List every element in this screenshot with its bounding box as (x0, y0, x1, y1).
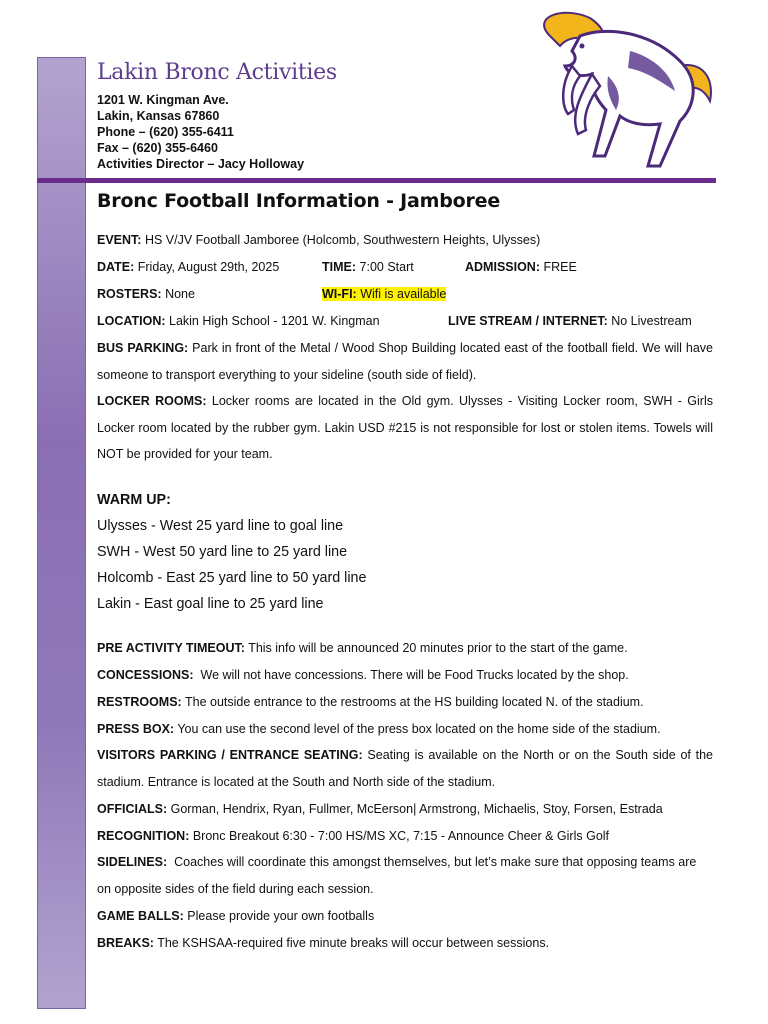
event-line (97, 233, 540, 247)
admission-line (465, 260, 577, 274)
address-block (97, 92, 304, 172)
locker-rooms-value: Locker rooms are located in the Old gym. Ulysses - Visiting Locker room, SWH - Girls Locker room located by the rubber gym. Lakin USD #215 is not responsible for lost or stolen items. Towels will NOT be provided for your team. (97, 394, 713, 462)
pre-activity-label: PRE ACTIVITY TIMEOUT: (97, 641, 245, 655)
restrooms-value: The outside entrance to the restrooms at the HS building located N. of the stadium. (184, 695, 644, 709)
warm-up-item: Ulysses - West 25 yard line to goal line (97, 518, 344, 534)
officials-line (97, 802, 663, 816)
time-label: TIME: (322, 260, 357, 274)
game-balls-label: GAME BALLS: (97, 909, 184, 923)
breaks-label: BREAKS: (97, 936, 154, 950)
wifi-highlight (322, 287, 446, 301)
activities-director: Activities Director – Jacy Holloway (97, 157, 305, 171)
game-balls-line (97, 909, 374, 923)
breaks-value: The KSHSAA-required five minute breaks will occur between sessions. (157, 936, 550, 950)
date-label: DATE: (97, 260, 135, 274)
decorative-sidebar (37, 57, 86, 1009)
recognition-line (97, 829, 609, 843)
pre-activity-value: This info will be announced 20 minutes prior to the start of the game. (248, 641, 628, 655)
date-line (97, 260, 279, 274)
press-box-value: You can use the second level of the press box located on the home side of the stadium. (177, 722, 661, 736)
bus-parking-paragraph (97, 335, 713, 388)
livestream-line (448, 314, 692, 328)
event-value: HS V/JV Football Jamboree (Holcomb, Southwestern Heights, Ulysses) (144, 233, 541, 247)
warm-up-item: Holcomb - East 25 yard line to 50 yard line (97, 570, 367, 586)
wifi-label: WI-FI: (322, 287, 357, 301)
organization-name: Lakin Bronc Activities (97, 60, 337, 85)
fax-number: Fax – (620) 355-6460 (97, 141, 218, 155)
visitors-parking-paragraph (97, 742, 713, 795)
wifi-line (322, 287, 446, 301)
pre-activity-line (97, 641, 628, 655)
rosters-line (97, 287, 195, 301)
phone-number: Phone – (620) 355-6411 (97, 125, 234, 139)
locker-rooms-label: LOCKER ROOMS: (97, 394, 207, 408)
restrooms-line (97, 695, 644, 709)
address-street: 1201 W. Kingman Ave. (97, 93, 229, 107)
concessions-label: CONCESSIONS: (97, 668, 194, 682)
locker-rooms-paragraph (97, 388, 713, 468)
livestream-label: LIVE STREAM / INTERNET: (448, 314, 608, 328)
breaks-line (97, 936, 549, 950)
sidelines-value: Coaches will coordinate this amongst themselves, but let’s make sure that opposing teams are on opposite sides of the field during each session. (97, 855, 697, 896)
bronco-horse-logo (510, 6, 724, 174)
location-label: LOCATION: (97, 314, 166, 328)
header-divider (37, 178, 716, 183)
rosters-value: None (165, 287, 195, 301)
officials-value: Gorman, Hendrix, Ryan, Fullmer, McEerson| Armstrong, Michaelis, Stoy, Forsen, Estrada (170, 802, 663, 816)
recognition-label: RECOGNITION: (97, 829, 190, 843)
warm-up-item: SWH - West 50 yard line to 25 yard line (97, 544, 348, 560)
sidelines-paragraph (97, 849, 713, 902)
date-value: Friday, August 29th, 2025 (137, 260, 280, 274)
sidelines-label: SIDELINES: (97, 855, 168, 869)
time-line (322, 260, 414, 274)
game-balls-value: Please provide your own footballs (187, 909, 375, 923)
rosters-label: ROSTERS: (97, 287, 162, 301)
concessions-value: We will not have concessions. There will be Food Trucks located by the shop. (200, 668, 629, 682)
press-box-label: PRESS BOX: (97, 722, 175, 736)
address-city: Lakin, Kansas 67860 (97, 109, 220, 123)
bus-parking-value: Park in front of the Metal / Wood Shop Building located east of the football field. We will have someone to transport everything to your sideline (south side of field). (97, 341, 713, 382)
livestream-value: No Livestream (611, 314, 692, 328)
bus-parking-label: BUS PARKING: (97, 341, 189, 355)
warm-up-item: Lakin - East goal line to 25 yard line (97, 596, 324, 612)
officials-label: OFFICIALS: (97, 802, 168, 816)
admission-value: FREE (543, 260, 577, 274)
restrooms-label: RESTROOMS: (97, 695, 182, 709)
location-value: Lakin High School - 1201 W. Kingman (169, 314, 380, 328)
location-line (97, 314, 380, 328)
recognition-value: Bronc Breakout 6:30 - 7:00 HS/MS XC, 7:15 - Announce Cheer & Girls Golf (192, 829, 610, 843)
time-value: 7:00 Start (359, 260, 414, 274)
concessions-line (97, 668, 629, 682)
warm-up-heading: WARM UP: (97, 492, 171, 508)
visitors-parking-value: Seating is available on the North or on the South side of the stadium. Entrance is located at the South and North side of the stadium. (97, 748, 714, 789)
wifi-value: Wifi is available (360, 287, 447, 301)
visitors-parking-label: VISITORS PARKING / ENTRANCE SEATING: (97, 748, 363, 762)
page-title: Bronc Football Information - Jamboree (97, 190, 501, 212)
event-label: EVENT: (97, 233, 142, 247)
press-box-line (97, 722, 661, 736)
admission-label: ADMISSION: (465, 260, 540, 274)
